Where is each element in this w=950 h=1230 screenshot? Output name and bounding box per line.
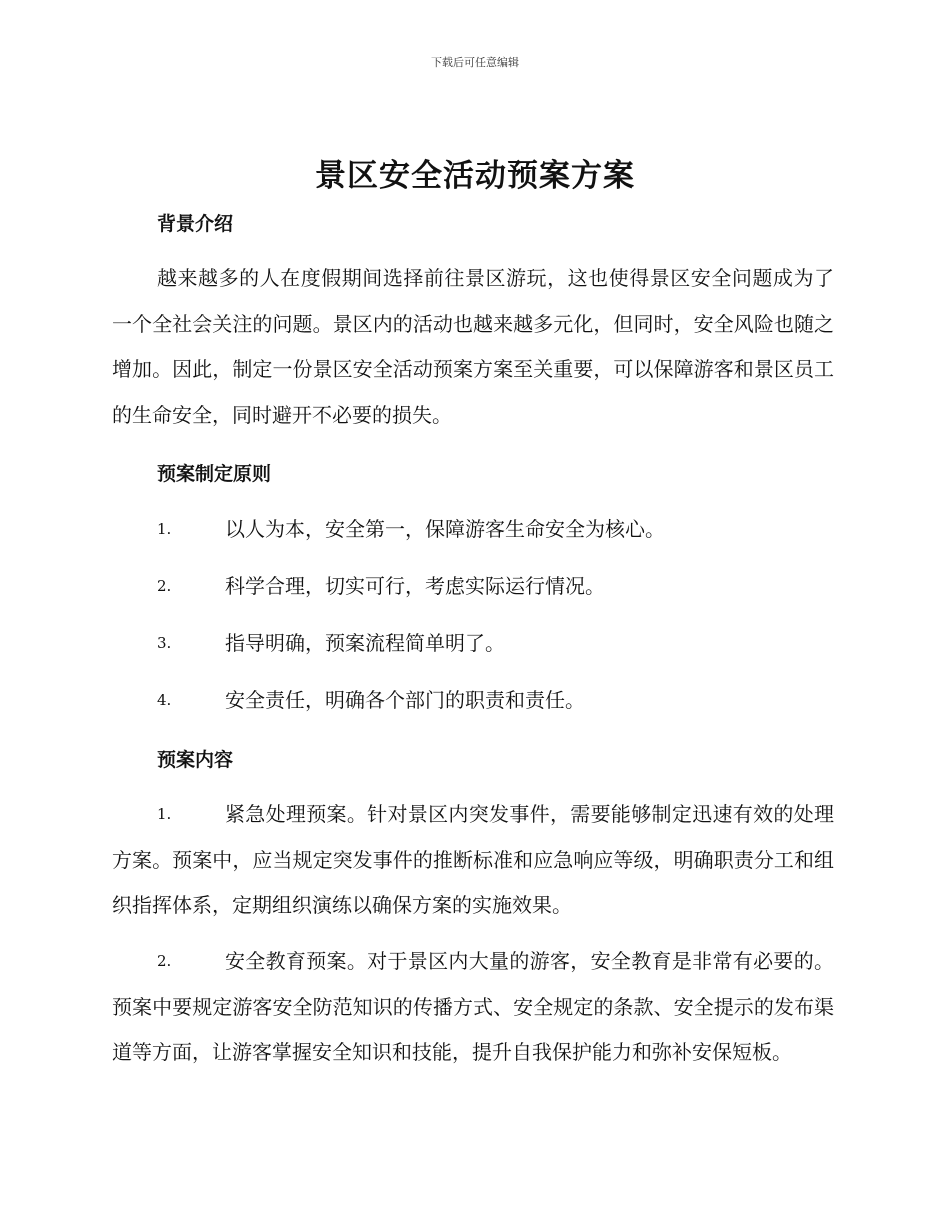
page-header-note: 下载后可任意编辑 xyxy=(431,56,519,69)
list-item-number: 4. xyxy=(157,691,172,709)
list-item-text: 以人为本，安全第一，保障游客生命安全为核心。 xyxy=(225,517,665,541)
document-title: 景区安全活动预案方案 xyxy=(315,158,635,194)
content-item xyxy=(112,792,834,929)
list-item-number: 1. xyxy=(157,520,172,538)
list-item-text: 安全责任，明确各个部门的职责和责任。 xyxy=(225,688,585,712)
background-paragraph: 越来越多的人在度假期间选择前往景区游玩，这也使得景区安全问题成为了一个全社会关注的问题。景区内的活动也越来越多元化，但同时，安全风险也随之增加。因此，制定一份景区安全活动预案方案至关重要，可以保障游客和景区员工的生命安全，同时避开不必要的损失。 xyxy=(112,266,834,427)
section-heading-content: 预案内容 xyxy=(157,749,234,771)
section-heading-principles: 预案制定原则 xyxy=(157,463,272,485)
list-item-text: 指导明确，预案流程简单明了。 xyxy=(225,631,505,655)
list-item-number: 3. xyxy=(157,634,172,652)
section-heading-background: 背景介绍 xyxy=(157,213,234,235)
list-item-text: 科学合理，切实可行，考虑实际运行情况。 xyxy=(225,574,605,598)
content-item-text: 紧急处理预案。针对景区内突发事件，需要能够制定迅速有效的处理方案。预案中，应当规定突发事件的推断标准和应急响应等级，明确职责分工和组织指挥体系，定期组织演练以确保方案的实施效果。 xyxy=(112,802,834,917)
content-item-number: 1. xyxy=(157,805,172,823)
content-item xyxy=(112,939,834,1076)
content-item-number: 2. xyxy=(157,952,172,970)
content-item-text: 安全教育预案。对于景区内大量的游客，安全教育是非常有必要的。预案中要规定游客安全防范知识的传播方式、安全规定的条款、安全提示的发布渠道等方面，让游客掌握安全知识和技能，提升自我保护能力和弥补安保短板。 xyxy=(112,949,834,1064)
list-item-number: 2. xyxy=(157,577,172,595)
